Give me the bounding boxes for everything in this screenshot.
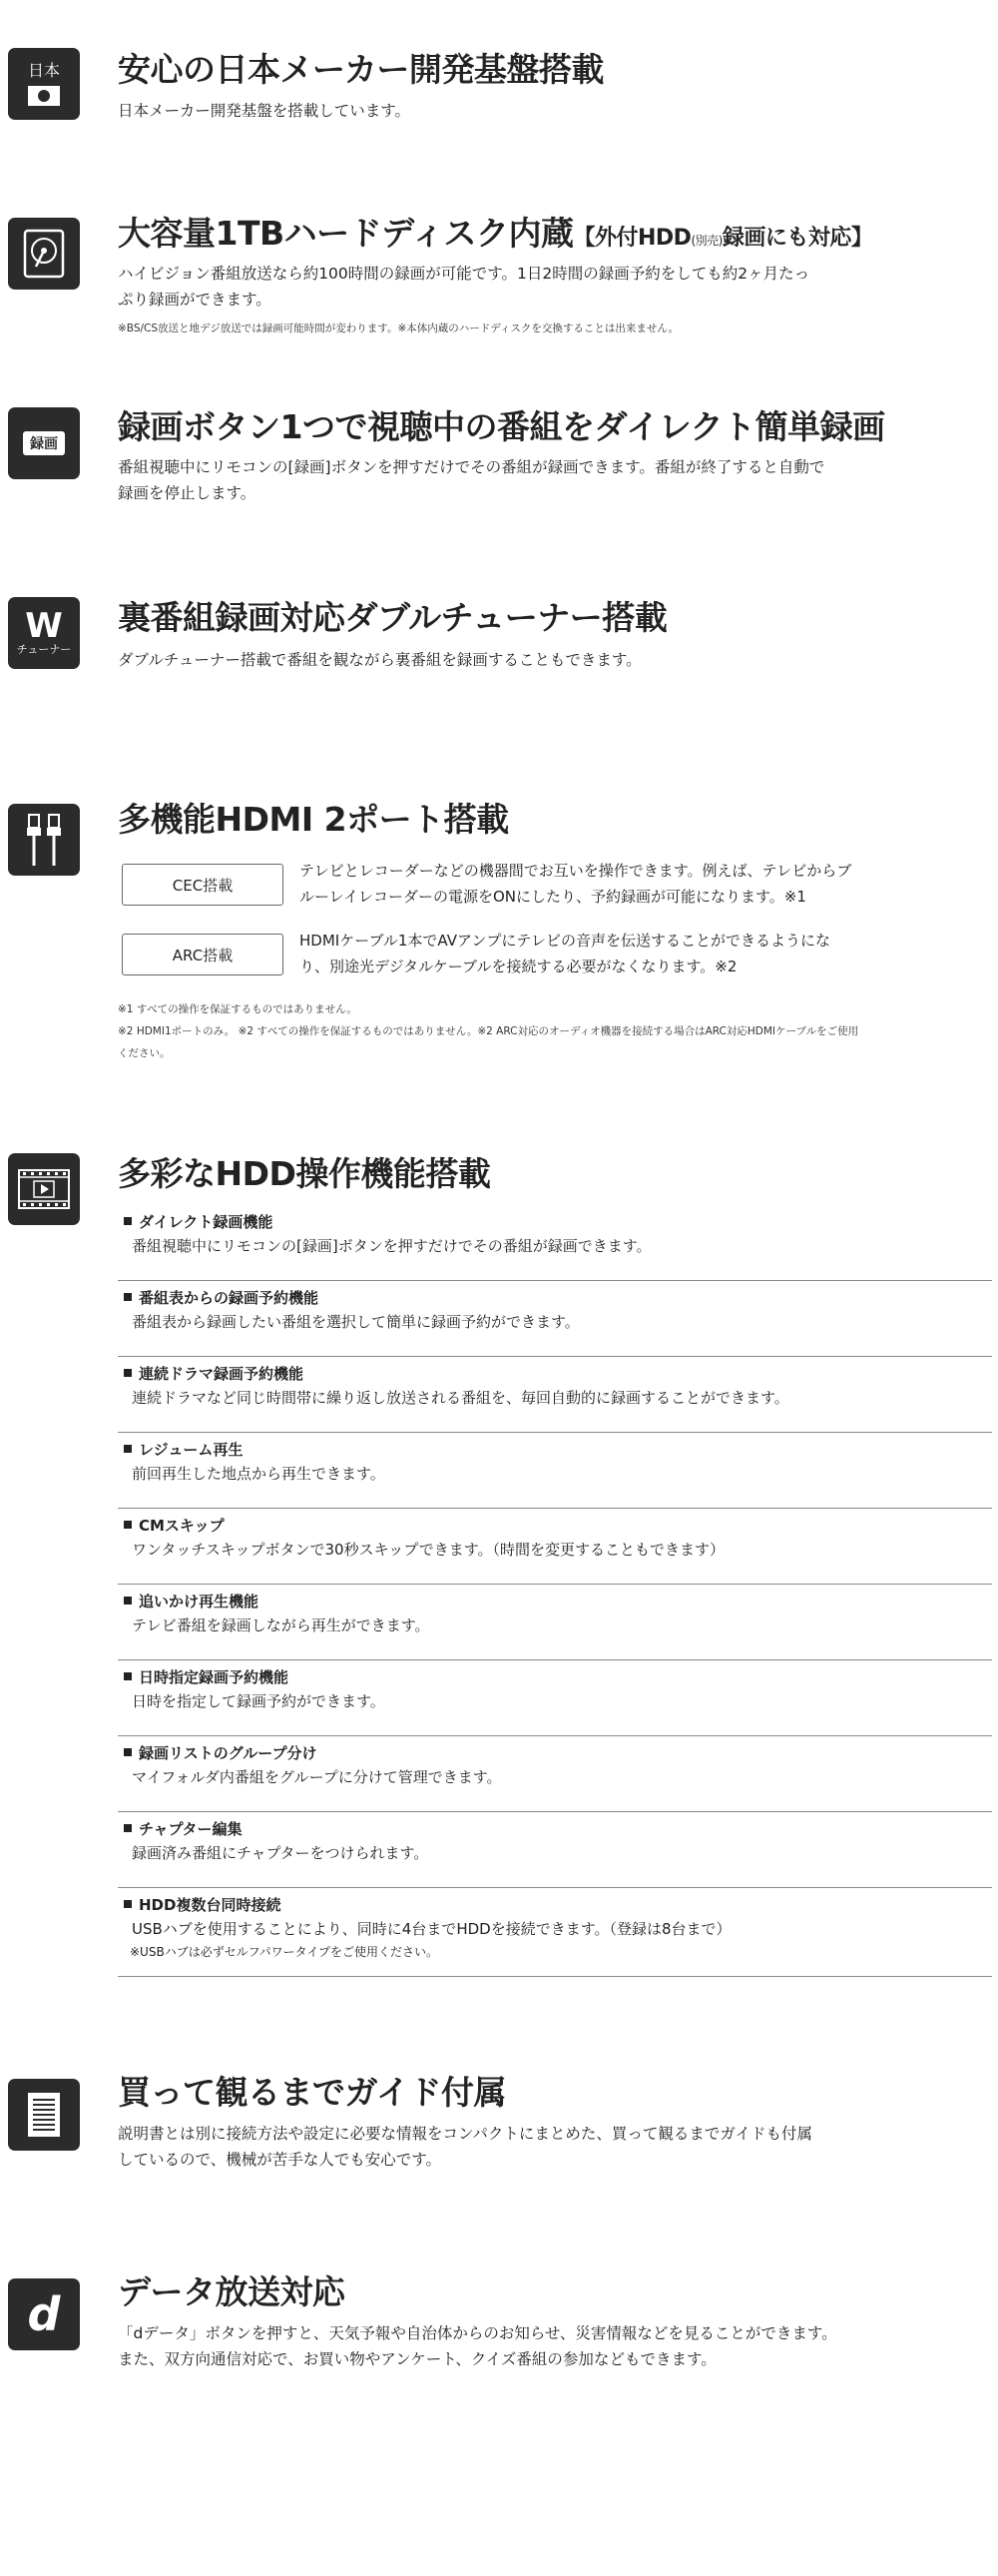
desc-line: HDMIケーブル1本でAVアンプにテレビの音声を伝送することができるようにな [299, 932, 831, 950]
feature-name: 連続ドラマ録画予約機能 [124, 1363, 303, 1384]
guide-document-icon [8, 2079, 80, 2151]
section-hdd-features [0, 1143, 998, 2012]
feature-item [118, 1433, 992, 1509]
desc-line: 録画を停止します。 [118, 484, 256, 502]
hdmi-cable-icon [8, 804, 80, 876]
arc-desc [299, 928, 988, 979]
section-desc [118, 2320, 986, 2372]
feature-desc: ワンタッチスキップボタンで30秒スキップできます。（時間を変更することもできます） [132, 1541, 726, 1559]
double-tuner-icon [8, 597, 80, 669]
icon-label-record: 録画 [30, 436, 58, 452]
section-desc [118, 2121, 986, 2173]
record-badge [23, 431, 65, 455]
arc-badge: ARC搭載 [122, 934, 283, 975]
hard-disk-icon [8, 218, 80, 290]
title-sub-tiny: (別売) [691, 234, 723, 248]
section-title: 買って観るまでガイド付属 [118, 2073, 507, 2112]
feature-desc: 日時を指定して録画予約ができます。 [132, 1692, 385, 1710]
section-double-tuner [0, 589, 998, 699]
section-desc [118, 454, 986, 506]
feature-item [118, 1281, 992, 1357]
note-line: ※1 すべての操作を保証するものではありません。 [118, 1003, 357, 1015]
title-main: 大容量1TBハードディスク内蔵 [118, 214, 574, 253]
section-note: ※BS/CS放送と地デジ放送では録画可能時間が変わります。※本体内蔵のハードディスクを交換することは出来ません。 [118, 322, 680, 334]
feature-name: 追いかけ再生機能 [124, 1591, 258, 1611]
desc-line: り、別途光デジタルケーブルを接続する必要がなくなります。※2 [299, 958, 738, 975]
feature-desc: テレビ番組を録画しながら再生ができます。 [132, 1616, 430, 1634]
section-note [118, 998, 986, 1064]
desc-line: ハイビジョン番組放送なら約100時間の録画が可能です。1日2時間の録画予約をしても約2ヶ月たっ [118, 265, 810, 283]
feature-desc: マイフォルダ内番組をグループに分けて管理できます。 [132, 1768, 502, 1786]
video-film-icon [8, 1153, 80, 1225]
feature-name: レジューム再生 [124, 1439, 243, 1460]
desc-line: 「dデータ」ボタンを押すと、天気予報や自治体からのお知らせ、災害情報などを見ることができます。 [118, 2324, 837, 2342]
feature-desc: 連続ドラマなど同じ時間帯に繰り返し放送される番組を、毎回自動的に録画することができます。 [132, 1389, 789, 1407]
feature-item [118, 1205, 992, 1281]
desc-line: ぷり録画ができます。 [118, 291, 271, 309]
section-data-broadcast [0, 2266, 998, 2396]
feature-name: 番組表からの録画予約機能 [124, 1287, 318, 1308]
desc-line: ルーレイレコーダーの電源をONにしたり、予約録画が可能になります。※1 [299, 888, 806, 906]
title-sub: 【外付HDD [573, 226, 692, 251]
section-title: データ放送対応 [118, 2272, 345, 2311]
feature-desc: 番組視聴中にリモコンの[録画]ボタンを押すだけでその番組が録画できます。 [132, 1237, 652, 1255]
feature-desc: 番組表から録画したい番組を選択して簡単に録画予約ができます。 [132, 1313, 580, 1331]
section-desc [118, 261, 986, 313]
section-title: 多彩なHDD操作機能搭載 [118, 1154, 491, 1193]
note-line: ※2 HDMI1ポートのみ。 ※2 すべての操作を保証するものではありません。※2 ARC対応のオーディオ機器を接続する場合はARC対応HDMIケーブルをご使用 [118, 1025, 859, 1037]
icon-small-tuner: チューナー [16, 643, 72, 656]
feature-name: 録画リストのグループ分け [124, 1742, 317, 1763]
japan-flag-icon [8, 48, 80, 120]
feature-item [118, 1888, 992, 1977]
section-desc: 日本メーカー開発基盤を搭載しています。 [118, 102, 410, 120]
section-hdd [0, 205, 998, 364]
section-title: 多機能HDMI 2ポート搭載 [118, 800, 509, 839]
desc-line: 番組視聴中にリモコンの[録画]ボタンを押すだけでその番組が録画できます。番組が終了すると自動で [118, 458, 825, 476]
feature-name: HDD複数台同時接続 [124, 1894, 280, 1915]
section-title [118, 208, 872, 255]
section-direct-record [0, 394, 998, 524]
feature-name: チャプター編集 [124, 1818, 243, 1839]
feature-note: ※USBハブは必ずセルフパワータイプをご使用ください。 [130, 1945, 439, 1959]
feature-item [118, 1812, 992, 1888]
feature-name: CMスキップ [124, 1515, 225, 1536]
icon-label-japan: 日本 [27, 60, 60, 80]
section-title: 録画ボタン1つで視聴中の番組をダイレクト簡単録画 [118, 407, 885, 446]
feature-item [118, 1736, 992, 1812]
note-line: ください。 [118, 1047, 171, 1059]
section-hdmi [0, 794, 998, 1083]
icon-big-w: W [25, 606, 63, 646]
feature-item [118, 1660, 992, 1736]
cec-badge: CEC搭載 [122, 864, 283, 906]
desc-line: また、双方向通信対応で、お買い物やアンケート、クイズ番組の参加などもできます。 [118, 2350, 717, 2368]
feature-name: ダイレクト録画機能 [124, 1211, 272, 1232]
section-japan-platform [0, 38, 998, 138]
d-data-icon [8, 2278, 80, 2350]
section-desc: ダブルチューナー搭載で番組を観ながら裏番組を録画することもできます。 [118, 651, 642, 669]
feature-item [118, 1585, 992, 1660]
desc-line: しているので、機械が苦手な人でも安心です。 [118, 2151, 441, 2169]
feature-desc: 前回再生した地点から再生できます。 [132, 1465, 385, 1483]
section-title: 裏番組録画対応ダブルチューナー搭載 [118, 598, 668, 637]
desc-line: テレビとレコーダーなどの機器間でお互いを操作できます。例えば、テレビからブ [299, 862, 852, 880]
feature-item [118, 1357, 992, 1433]
desc-line: 説明書とは別に接続方法や設定に必要な情報をコンパクトにまとめた、買って観るまでガイドも付属 [118, 2125, 812, 2143]
feature-item [118, 1509, 992, 1585]
title-sub-end: 録画にも対応】 [722, 226, 873, 251]
icon-letter-d: d [27, 2287, 61, 2341]
section-guide [0, 2067, 998, 2197]
feature-name: 日時指定録画予約機能 [124, 1666, 288, 1687]
cec-desc [299, 858, 988, 910]
feature-desc: 録画済み番組にチャプターをつけられます。 [132, 1844, 429, 1862]
feature-desc: USBハブを使用することにより、同時に4台までHDDを接続できます。（登録は8台まで） [132, 1920, 732, 1938]
section-title: 安心の日本メーカー開発基盤搭載 [118, 50, 604, 89]
record-button-icon [8, 407, 80, 479]
